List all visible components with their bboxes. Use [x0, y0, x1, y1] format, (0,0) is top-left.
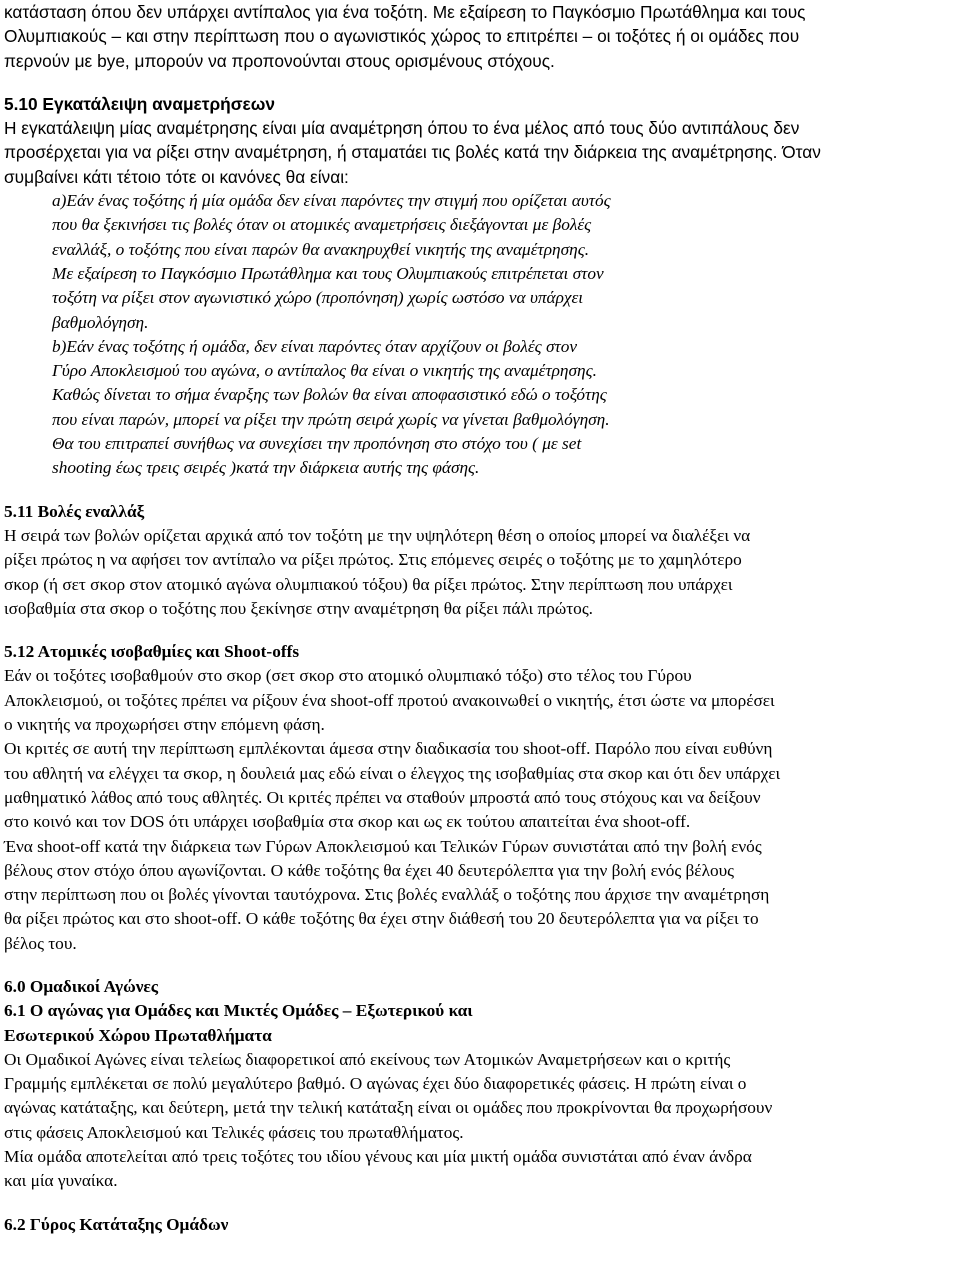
text-line: Μία ομάδα αποτελείται από τρεις τοξότες του ιδίου γένους και μία μικτή ομάδα συνιστάται από έναν άνδρα	[4, 1147, 752, 1167]
text-line: 6.1 Ο αγώνας για Ομάδες και Μικτές Ομάδες – Εξωτερικού και	[4, 1001, 473, 1021]
text-line: ο νικητής να προχωρήσει στην επόμενη φάση.	[4, 715, 325, 735]
text-line: του αθλητή να ελέγχει τα σκορ, η δουλειά μας εδώ είναι ο έλεγχος της ισοβαθμίας στα σκορ και ότι δεν υπάρχει	[4, 763, 781, 783]
text-line: κατάσταση όπου δεν υπάρχει αντίπαλος για ένα τοξότη. Με εξαίρεση το Παγκόσμιο Πρωτάθλημα και τους	[4, 2, 806, 22]
text-line: περνούν με bye, μπορούν να προπονούνται στους ορισμένους στόχους.	[4, 50, 555, 71]
text-line: 6.0 Ομαδικοί Αγώνες	[4, 976, 159, 996]
text-line: βέλους στον στόχο όπου αγωνίζονται. Ο κάθε τοξότης θα έχει 40 δευτερόλεπτα για την βολή ενός βέλους	[4, 860, 734, 880]
text-line: που θα ξεκινήσει τις βολές όταν οι ατομικές αναμετρήσεις διεξάγονται με βολές	[52, 215, 592, 235]
text-line: 5.12 Ατομικές ισοβαθμίες και Shoot-offs	[4, 642, 300, 662]
paragraph	[4, 0, 956, 73]
text-line: στις φάσεις Αποκλεισμού και Τελικές φάσεις του πρωταθλήματος.	[4, 1122, 464, 1142]
paragraph-gap	[4, 73, 956, 92]
text-line: Γραμμής εμπλέκεται σε πολύ μεγαλύτερο βαθμό. Ο αγώνας έχει δύο διαφορετικές φάσεις. Η πρώτη είναι ο	[4, 1074, 747, 1094]
paragraph-gap	[4, 956, 956, 975]
text-line: Οι Ομαδικοί Αγώνες είναι τελείως διαφορετικοί από εκείνους των Ατομικών Αναμετρήσεων και ο κριτής	[4, 1049, 731, 1069]
section-heading	[4, 975, 956, 1048]
text-line: αγώνας κατάταξης, και δεύτερη, μετά την τελική κατάταξη είναι οι ομάδες που προκρίνονται θα προχωρήσουν	[4, 1098, 773, 1118]
paragraph	[4, 524, 956, 621]
text-line: b)Εάν ένας τοξότης ή ομάδα, δεν είναι παρόντες όταν αρχίζουν οι βολές στον	[52, 336, 578, 356]
section-heading	[4, 1213, 956, 1237]
text-line: Η σειρά των βολών ορίζεται αρχικά από τον τοξότη με την υψηλότερη θέση ο οποίος μπορεί να διαλέξει να	[4, 525, 751, 545]
text-line: στο κοινό και τον DOS ότι υπάρχει ισοβαθμία στα σκορ και ως εκ τούτου απαιτείται ένα shoot-off.	[4, 812, 691, 832]
text-line: θα ρίξει πρώτος και στο shoot-off. Ο κάθε τοξότης θα έχει στην διάθεσή του 20 δευτερόλεπτα για να ρίξει το	[4, 909, 759, 929]
section-heading	[4, 500, 956, 524]
text-line: Με εξαίρεση το Παγκόσμιο Πρωτάθλημα και τους Ολυμπιακούς επιτρέπεται στον	[52, 263, 604, 283]
text-line: 6.2 Γύρος Κατάταξης Ομάδων	[4, 1214, 229, 1234]
text-line: Γύρο Αποκλεισμού του αγώνα, ο αντίπαλος θα είναι ο νικητής της αναμέτρησης.	[52, 361, 597, 381]
text-line: προσέρχεται για να ρίξει στην αναμέτρηση, ή σταματάει τις βολές κατά την διάρκεια της αναμέτρησης. Όταν	[4, 142, 821, 163]
paragraph-gap	[4, 481, 956, 500]
text-line: Αποκλεισμού, οι τοξότες πρέπει να ρίξουν ένα shoot-off προτού ανακοινωθεί ο νικητής, έτσι ώστε να μπορέσει	[4, 690, 775, 710]
text-line: βέλος του.	[4, 933, 77, 953]
text-line: Ένα shoot-off κατά την διάρκεια των Γύρων Αποκλεισμού και Τελικών Γύρων συνιστάται από την βολή ενός	[4, 836, 762, 856]
text-line: Οι κριτές σε αυτή την περίπτωση εμπλέκονται άμεσα στην διαδικασία του shoot-off. Παρόλο που είναι ευθύνη	[4, 739, 773, 759]
text-line: μαθηματικό λάθος από τους αθλητές. Οι κριτές πρέπει να σταθούν μπροστά από τους στόχους και να δείξουν	[4, 787, 761, 807]
rule-list	[4, 189, 956, 481]
paragraph-gap	[4, 621, 956, 640]
paragraph	[4, 116, 956, 189]
paragraph	[4, 1048, 956, 1194]
text-line: ρίξει πρώτος η να αφήσει τον αντίπαλο να ρίξει πρώτος. Στις επόμενες σειρές ο τοξότης με το χαμηλότερο	[4, 550, 742, 570]
text-line: σκορ (ή σετ σκορ στον ατομικό αγώνα ολυμπιακού τόξου) θα ρίξει πρώτος. Στην περίπτωση που υπάρχει	[4, 574, 733, 594]
text-line: εναλλάξ, ο τοξότης που είναι παρών θα ανακηρυχθεί νικητής της αναμέτρησης.	[52, 239, 590, 259]
text-line: Θα του επιτραπεί συνήθως να συνεχίσει την προπόνηση στο στόχο του ( με set	[52, 434, 582, 454]
paragraph	[4, 664, 956, 956]
text-line: τοξότη να ρίξει στον αγωνιστικό χώρο (προπόνηση) χωρίς ωστόσο να υπάρχει	[52, 288, 584, 308]
text-line: Εάν οι τοξότες ισοβαθμούν στο σκορ (σετ σκορ στο ατομικό ολυμπιακό τόξο) στο τέλος του Γύρου	[4, 666, 692, 686]
text-line: a)Εάν ένας τοξότης ή μία ομάδα δεν είναι παρόντες την στιγμή που ορίζεται αυτός	[52, 191, 611, 211]
text-line: 5.10 Εγκατάλειψη αναμετρήσεων	[4, 93, 275, 114]
document-page	[4, 0, 956, 1237]
text-line: και μία γυναίκα.	[4, 1171, 118, 1191]
text-line: στην περίπτωση που οι βολές γίνονται ταυτόχρονα. Στις βολές εναλλάξ ο τοξότης που άρχισε την αναμέτρηση	[4, 885, 770, 905]
text-line: Η εγκατάλειψη μίας αναμέτρησης είναι μία αναμέτρηση όπου το ένα μέλος από τους δύο αντιπάλους δεν	[4, 118, 800, 139]
text-line: Εσωτερικού Χώρου Πρωταθλήματα	[4, 1025, 272, 1045]
text-line: shooting έως τρεις σειρές )κατά την διάρκεια αυτής της φάσης.	[52, 458, 480, 478]
paragraph-gap	[4, 1194, 956, 1213]
text-line: 5.11 Βολές εναλλάξ	[4, 501, 145, 521]
section-heading	[4, 92, 956, 116]
text-line: Καθώς δίνεται το σήμα έναρξης των βολών θα είναι αποφασιστικό εδώ ο τοξότης	[52, 385, 607, 405]
section-heading	[4, 640, 956, 664]
text-line: συμβαίνει κάτι τέτοιο τότε οι κανόνες θα είναι:	[4, 166, 349, 187]
text-line: Ολυμπιακούς – και στην περίπτωση που ο αγωνιστικός χώρος το επιτρέπει – οι τοξότες ή οι ομάδες που	[4, 26, 800, 47]
text-line: βαθμολόγηση.	[52, 312, 149, 332]
text-line: ισοβαθμία στα σκορ ο τοξότης που ξεκίνησε στην αναμέτρηση θα ρίξει πάλι πρώτος.	[4, 598, 593, 618]
text-line: που είναι παρών, μπορεί να ρίξει την πρώτη σειρά χωρίς να γίνεται βαθμολόγηση.	[52, 409, 610, 429]
